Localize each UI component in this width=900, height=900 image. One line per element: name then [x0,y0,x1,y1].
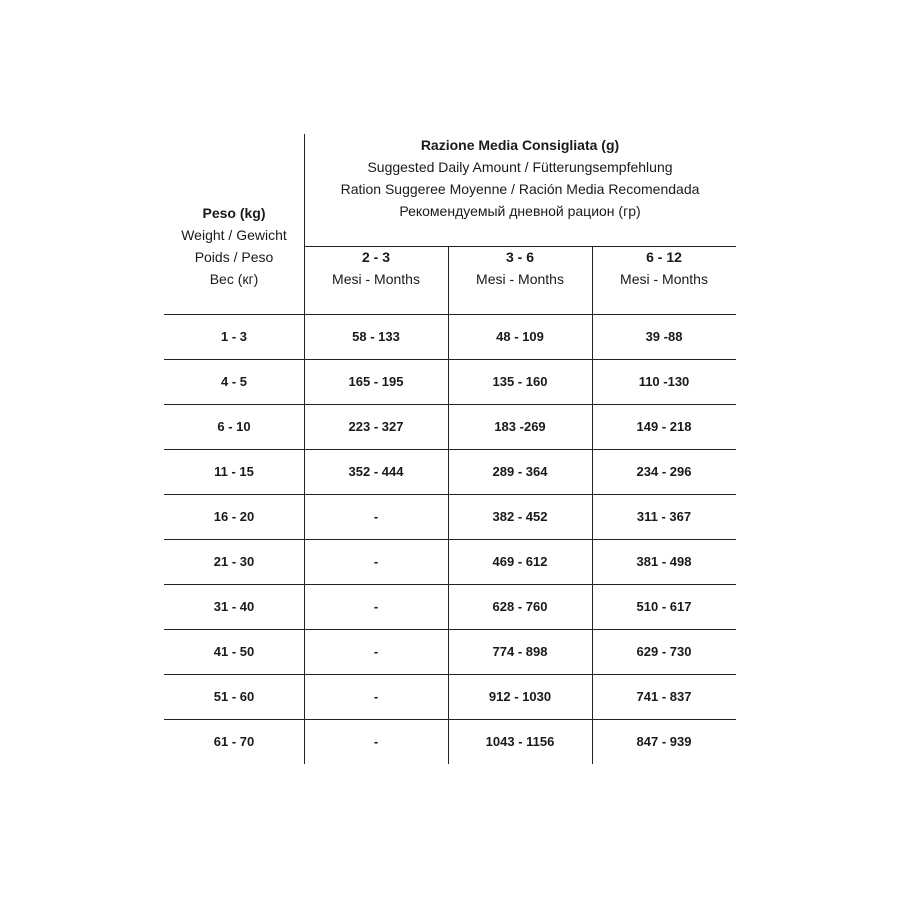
weight-header-line: Poids / Peso [194,249,274,265]
age-unit-header: Mesi - Months [476,271,564,287]
amount-cell: 289 - 364 [492,464,548,479]
weight-cell: 31 - 40 [213,599,255,614]
weight-cell: 4 - 5 [220,374,247,389]
amount-header-line: Ration Suggeree Moyenne / Ración Media Recomendada [340,181,700,197]
amount-cell: 165 - 195 [348,374,404,389]
age-range-header: 6 - 12 [646,249,682,265]
amount-cell: 352 - 444 [348,464,404,479]
amount-cell: 223 - 327 [348,419,404,434]
amount-cell: 510 - 617 [636,599,692,614]
amount-cell: 912 - 1030 [488,689,552,704]
amount-cell: 48 - 109 [496,329,544,344]
amount-cell: 469 - 612 [492,554,548,569]
weight-cell: 61 - 70 [213,734,255,749]
amount-cell: 741 - 837 [636,689,692,704]
amount-cell: 847 - 939 [636,734,692,749]
weight-cell: 21 - 30 [213,554,255,569]
feeding-table [164,134,736,764]
amount-cell: 58 - 133 [352,329,400,344]
amount-cell: - [373,734,379,749]
amount-cell: 382 - 452 [492,509,548,524]
age-range-header: 2 - 3 [361,249,390,265]
weight-header-line: Weight / Gewicht [181,227,287,243]
age-unit-header: Mesi - Months [332,271,420,287]
amount-cell: 628 - 760 [492,599,548,614]
weight-cell: 6 - 10 [217,419,251,434]
weight-header-title: Peso (kg) [202,205,266,221]
amount-cell: - [373,554,379,569]
amount-cell: 774 - 898 [492,644,548,659]
amount-cell: - [373,689,379,704]
weight-cell: 11 - 15 [214,464,254,479]
amount-cell: 110 -130 [638,374,690,389]
weight-cell: 16 - 20 [213,509,255,524]
amount-header-line: Рекомендуемый дневной рацион (гр) [399,203,641,219]
amount-cell: 629 - 730 [636,644,692,659]
amount-cell: - [373,509,379,524]
amount-cell: 39 -88 [645,329,683,344]
amount-cell: 1043 - 1156 [485,734,555,749]
weight-cell: 51 - 60 [213,689,255,704]
amount-cell: 311 - 367 [636,509,692,524]
amount-cell: 381 - 498 [636,554,692,569]
age-unit-header: Mesi - Months [620,271,708,287]
amount-cell: 234 - 296 [636,464,692,479]
age-range-header: 3 - 6 [505,249,534,265]
amount-cell: 183 -269 [494,419,546,434]
weight-header-line: Вес (кг) [209,271,259,287]
amount-cell: 135 - 160 [492,374,548,389]
amount-cell: - [373,599,379,614]
amount-header-line: Suggested Daily Amount / Fütterungsempfehlung [367,159,673,175]
weight-cell: 1 - 3 [220,329,247,344]
amount-cell: 149 - 218 [636,419,692,434]
amount-cell: - [373,644,379,659]
amount-header-title: Razione Media Consigliata (g) [420,137,620,153]
weight-cell: 41 - 50 [213,644,255,659]
